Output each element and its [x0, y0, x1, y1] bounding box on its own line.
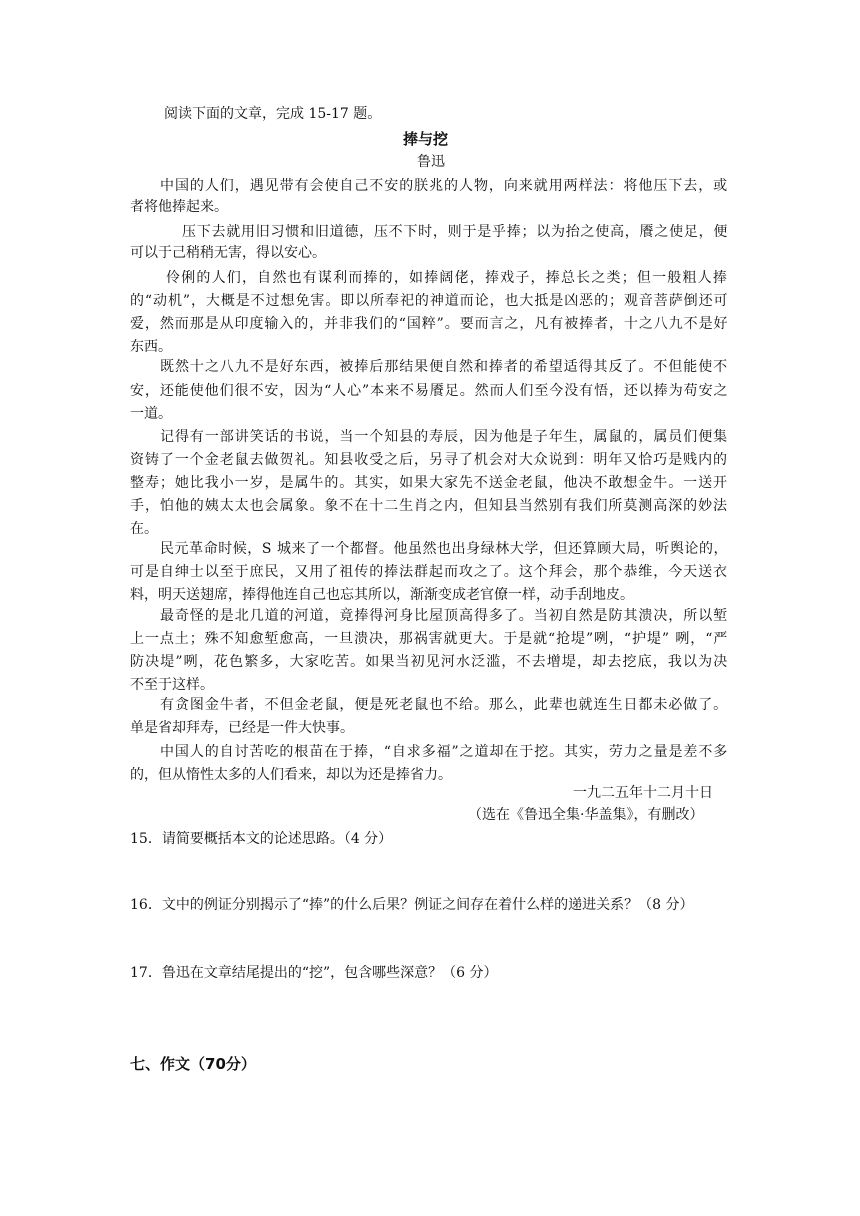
- article-paragraph-8-line-1: 有贪图金牛者，不但金老鼠，便是死老鼠也不给。那么，此辈也就连生日都未必做了。: [160, 697, 729, 713]
- article-paragraph-6-line-1: 民元革命时候，S 城来了一个都督。他虽然也出身绿林大学，但还算顾大局，听舆论的，: [160, 541, 729, 557]
- article-paragraph-6-line-2: 可是自绅士以至于庶民，又用了祖传的捧法群起而攻之了。这个拜会，那个恭维，今天送衣: [130, 564, 728, 580]
- article-paragraph-9-line-1: 中国人的自讨苦吃的根苗在于捧，“自求多福”之道却在于挖。其实，劳力之量是差不多: [160, 744, 729, 760]
- article-paragraph-5-line-5: 在。: [130, 521, 158, 537]
- question-15: 15．请简要概括本文的论述思路。（4 分）: [130, 831, 393, 847]
- article-paragraph-4-line-1: 既然十之八九不是好东西，被捧后那结果便自然和捧者的希望适得其反了。不但能使不: [160, 359, 729, 375]
- article-title: 捧与挖: [403, 130, 449, 148]
- article-date: 一九二五年十二月十日: [573, 785, 713, 801]
- article-paragraph-1-line-2: 者将他捧起来。: [130, 199, 228, 215]
- article-paragraph-9-line-2: 的，但从惰性太多的人们看来，却以为还是捧省力。: [130, 767, 452, 783]
- question-17: 17．鲁迅在文章结尾提出的“挖”，包含哪些深意？（6 分）: [130, 965, 498, 981]
- question-16: 16．文中的例证分别揭示了“捧”的什么后果？例证之间存在着什么样的递进关系？（8 分）: [130, 897, 694, 913]
- article-paragraph-2-line-1: 压下去就用旧习惯和旧道德，压不下时，则于是乎捧；以为抬之使高，餍之使足，便: [182, 224, 729, 240]
- article-paragraph-3-line-3: 爱，然而那是从印度输入的，并非我们的“国粹”。要而言之，凡有被捧者，十之八九不是好: [130, 316, 729, 332]
- article-paragraph-5-line-3: 整寿；她比我小一岁，是属牛的。其实，如果大家先不送金老鼠，他决不敢想金牛。一送开: [130, 475, 728, 491]
- article-paragraph-2-line-2: 可以于己稍稍无害，得以安心。: [130, 245, 326, 261]
- article-paragraph-6-line-3: 料，明天送翅席，捧得他连自己也忘其所以，渐渐变成老官僚一样，动手刮地皮。: [130, 587, 634, 603]
- article-paragraph-5-line-2: 资铸了一个金老鼠去做贺礼。知县收受之后，另寻了机会对大众说到：明年又恰巧是贱内的: [130, 452, 728, 468]
- article-paragraph-8-line-2: 单是省却拜寿，已经是一件大快事。: [130, 720, 354, 736]
- article-paragraph-5-line-1: 记得有一部讲笑话的书说，当一个知县的寿辰，因为他是子年生，属鼠的，属员们便集: [160, 429, 729, 445]
- article-paragraph-7-line-4: 不至于这样。: [130, 677, 214, 693]
- article-source: （选在《鲁迅全集·华盖集》，有删改）: [468, 807, 704, 823]
- article-paragraph-7-line-2: 上一点土；殊不知愈堑愈高，一旦溃决，那祸害就更大。于是就“抢堤”咧，“护堤” 咧，“严: [130, 631, 729, 647]
- article-paragraph-7-line-1: 最奇怪的是北几道的河道，竟捧得河身比屋顶高得多了。当初自然是防其溃决，所以堑: [160, 608, 729, 624]
- article-paragraph-3-line-2: 的“动机”，大概是不过想免害。即以所奉祀的神道而论，也大抵是凶恶的；观音菩萨倒还可: [130, 293, 729, 309]
- article-paragraph-4-line-3: 一道。: [130, 406, 172, 422]
- article-paragraph-7-line-3: 防决堤”咧，花色繁多，大家吃苦。如果当初见河水泛滥，不去增堤，却去挖底，我以为决: [130, 654, 729, 670]
- article-paragraph-3-line-1: 伶俐的人们，自然也有谋利而捧的，如捧阔佬，捧戏子，捧总长之类；但一般粗人捧: [166, 270, 729, 286]
- essay-section-heading: 七、作文（70分）: [130, 1055, 256, 1073]
- article-paragraph-4-line-2: 安，还能使他们很不安，因为“人心”本来不易餍足。然而人们至今没有悟，还以捧为苟安之: [130, 383, 729, 399]
- article-author: 鲁迅: [417, 154, 445, 170]
- article-paragraph-3-line-4: 东西。: [130, 339, 172, 355]
- reading-instruction: 阅读下面的文章，完成 15-17 题。: [164, 106, 382, 122]
- article-paragraph-5-line-4: 手，怕他的姨太太也会属象。象不在十二生肖之内，但知县当然别有我们所莫测高深的妙法: [130, 498, 728, 514]
- article-paragraph-1-line-1: 中国的人们，遇见带有会使自己不安的朕兆的人物，向来就用两样法：将他压下去，或: [160, 178, 729, 194]
